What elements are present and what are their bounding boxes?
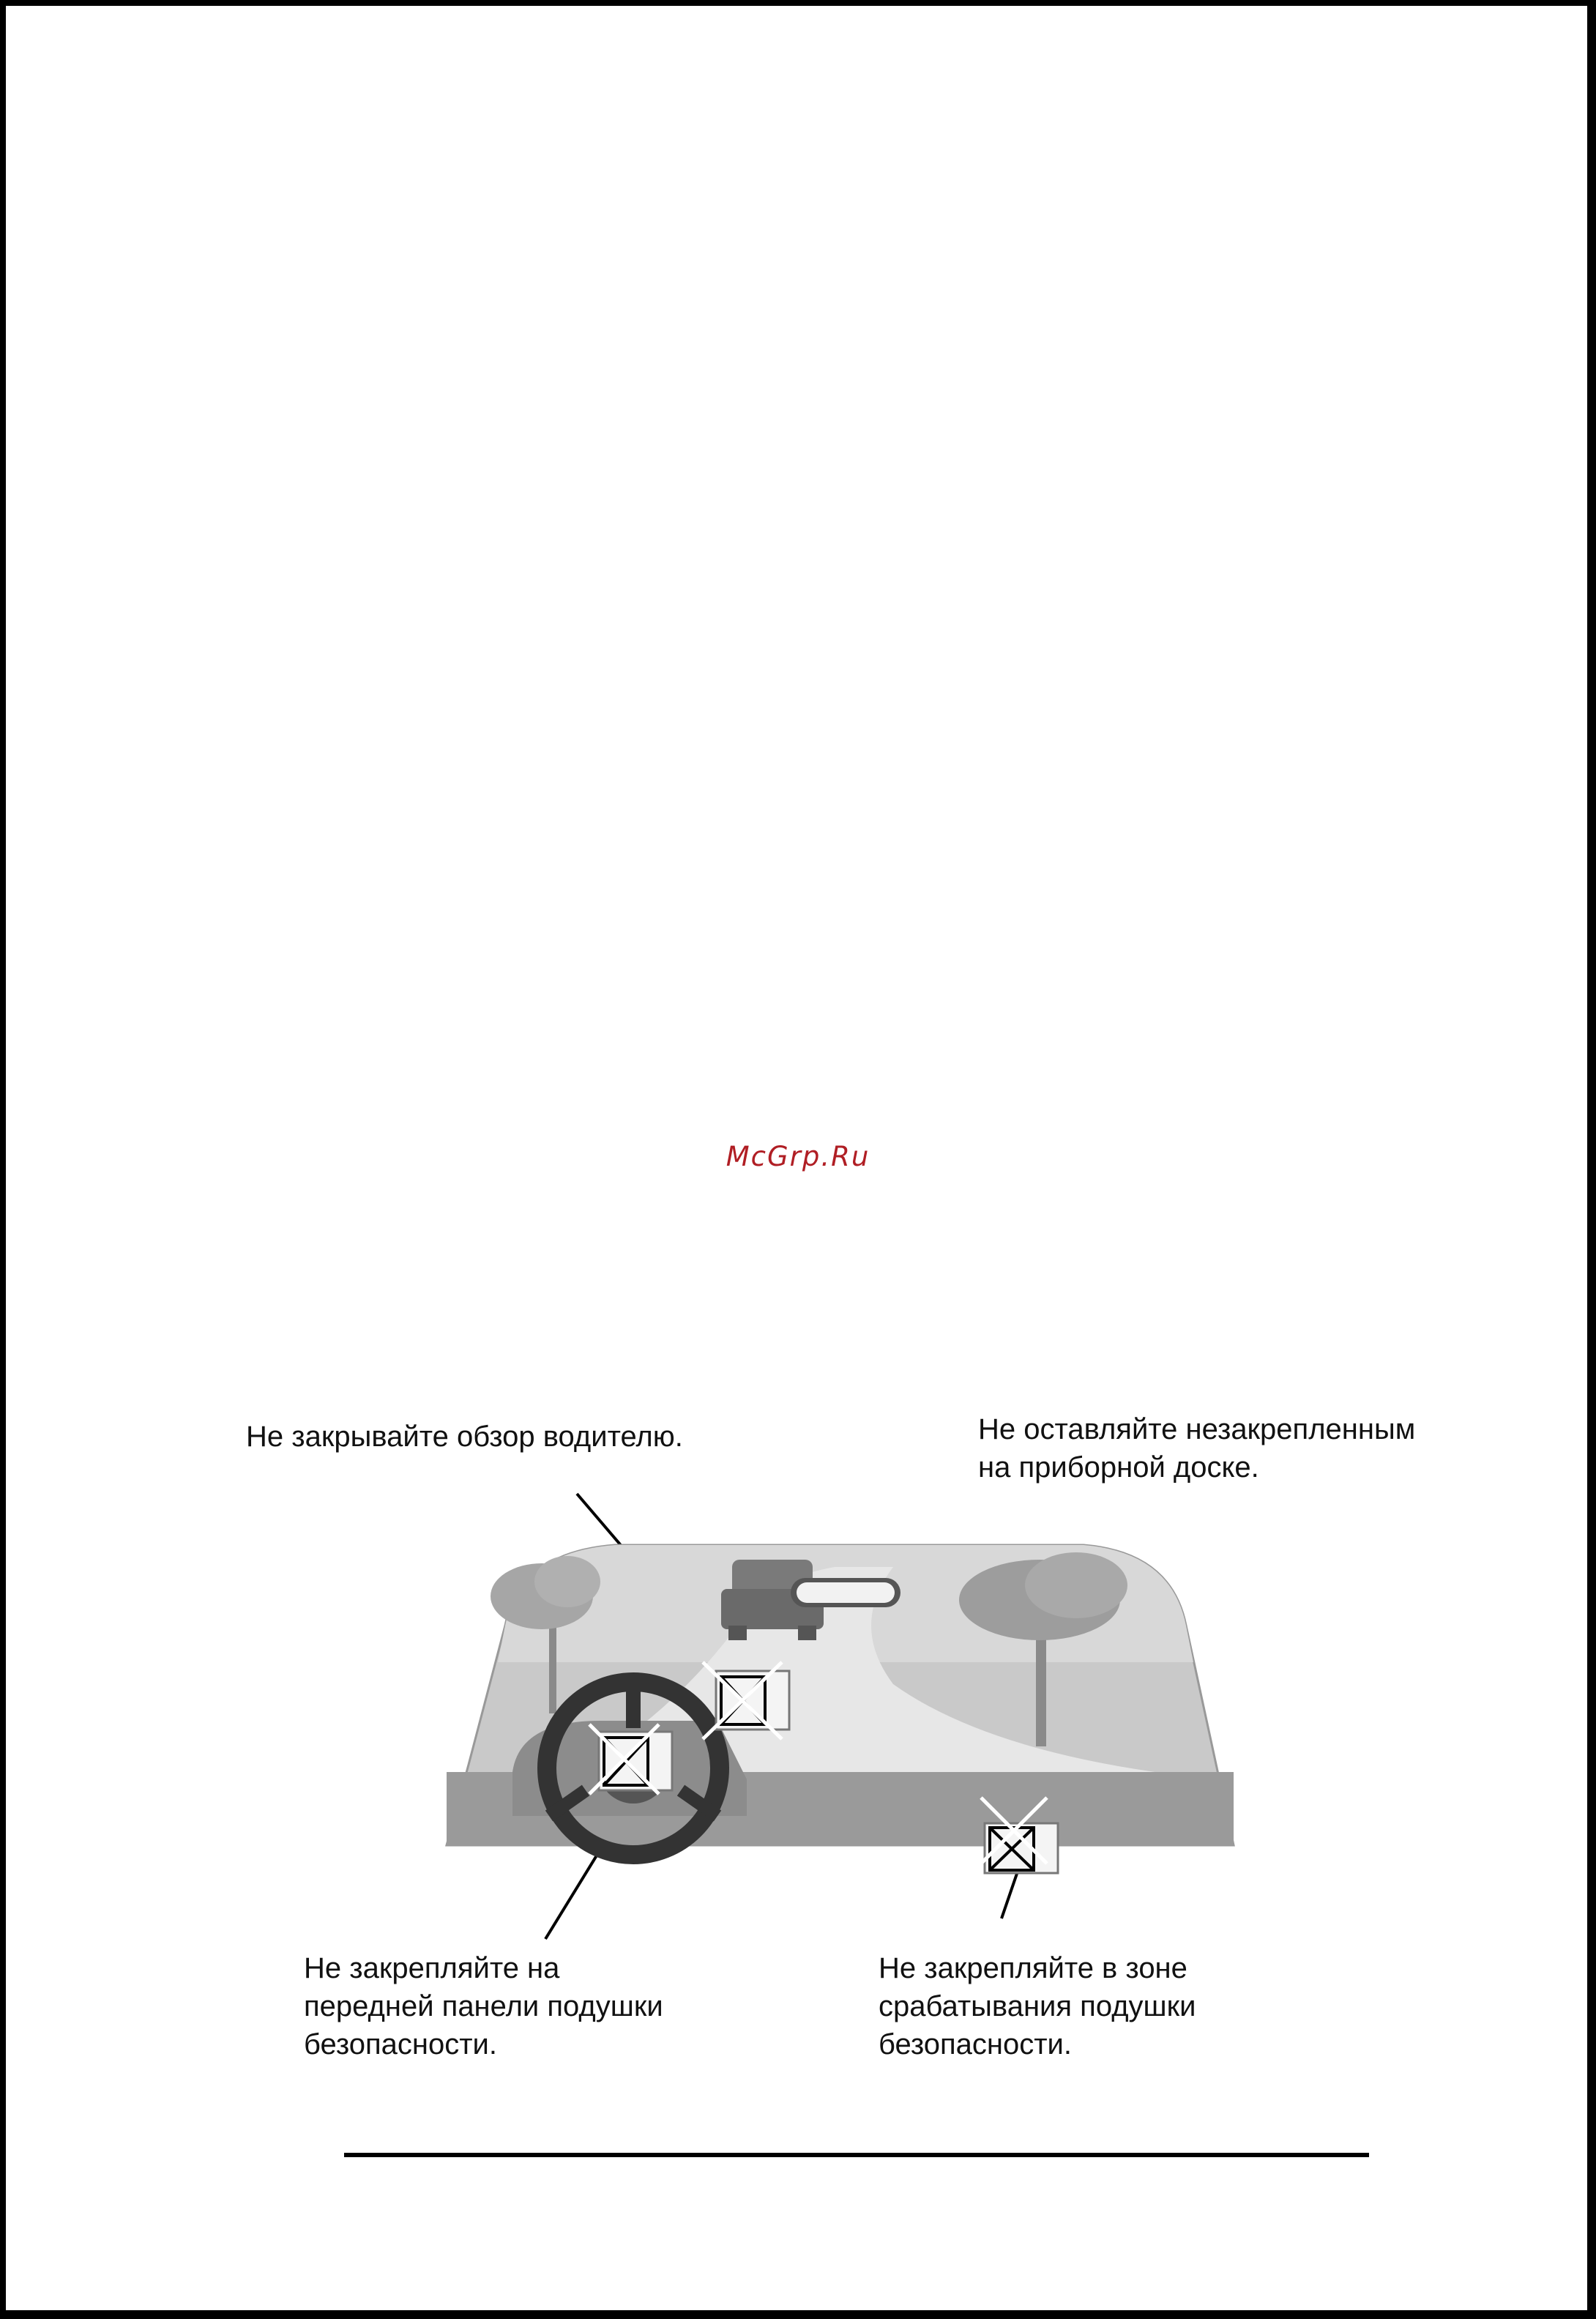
rearview-mirror-icon	[791, 1578, 900, 1607]
caption-airbag-panel: Не закрепляйте на передней панели подушки безопасности.	[304, 1952, 663, 2061]
caption-driver-view: Не закрывайте обзор водителю.	[246, 1421, 683, 1453]
caption-dashboard: Не оставляйте незакрепленным на приборной доске.	[978, 1413, 1416, 1484]
footer-rule	[344, 2153, 1369, 2157]
prohibited-device-icon	[703, 1662, 789, 1739]
watermark: McGrp.Ru	[726, 1141, 870, 1172]
caption-airbag-zone: Не закрепляйте в зоне срабатывания подушки безопасности.	[879, 1952, 1196, 2061]
car-interior-illustration	[439, 1538, 1245, 1875]
leader-line-airbag-zone	[1002, 1867, 1019, 1918]
prohibited-device-icon	[589, 1724, 672, 1794]
